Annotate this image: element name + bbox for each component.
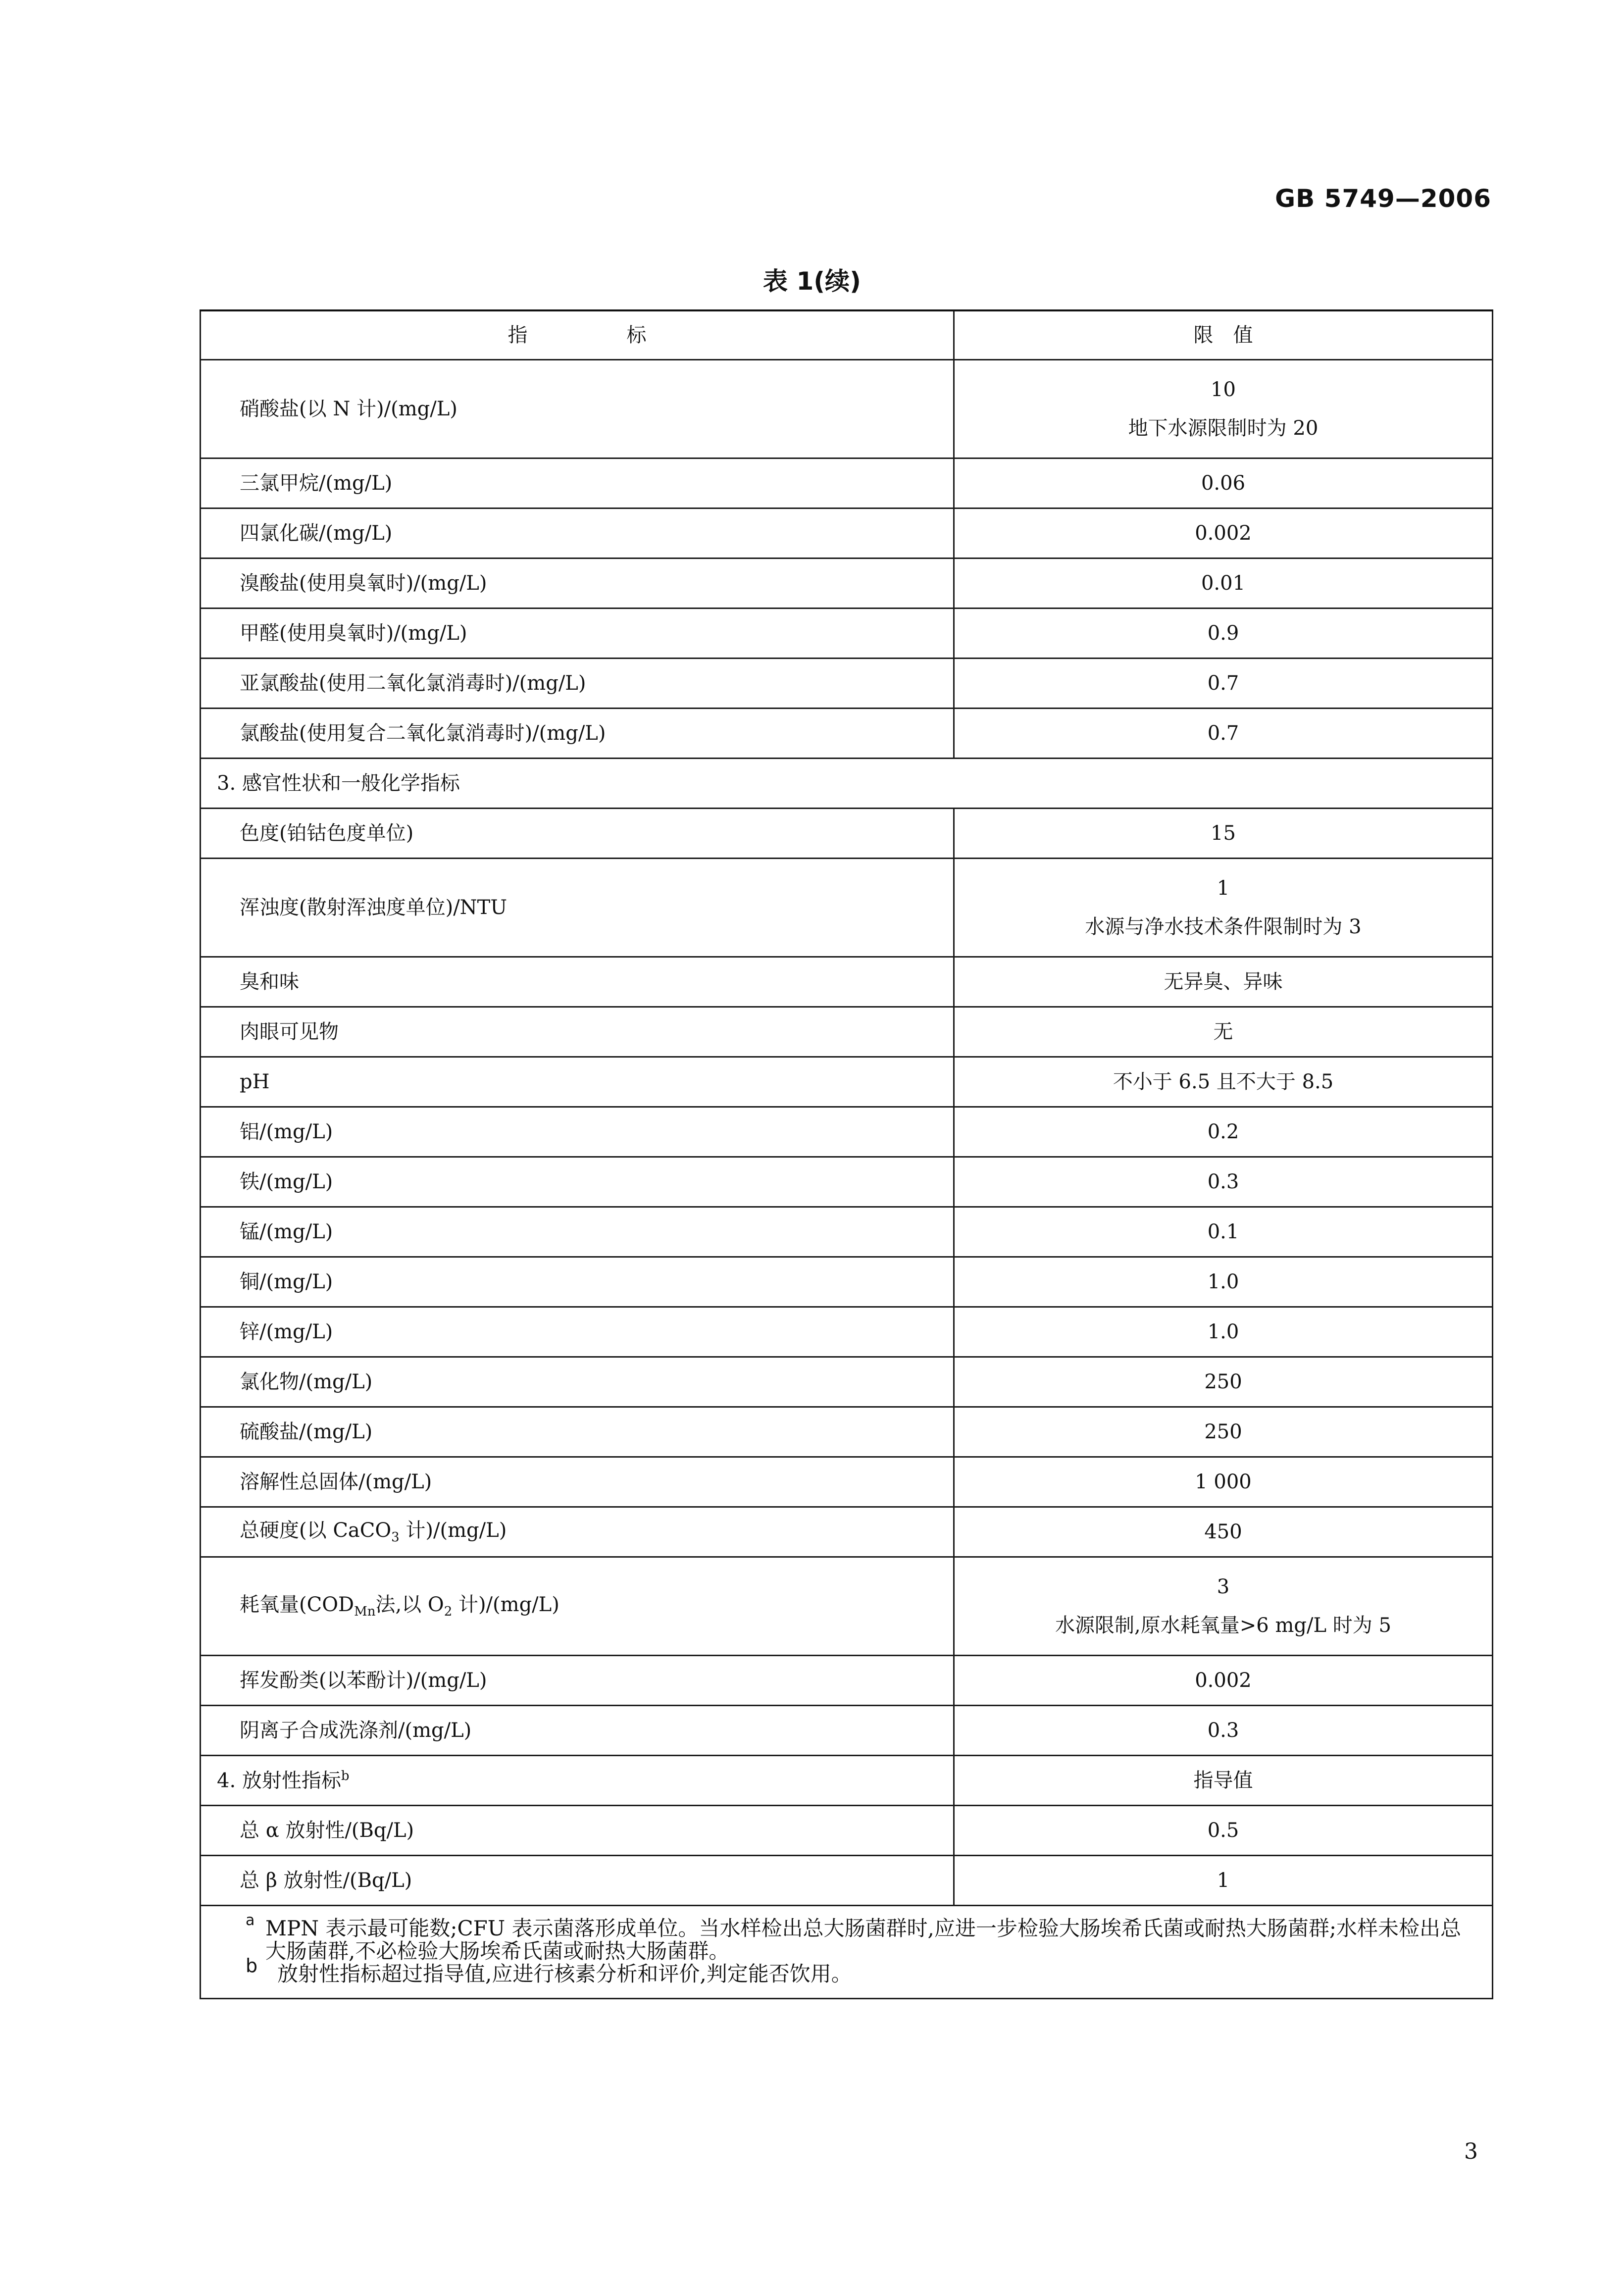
table-row <box>201 1806 1493 1856</box>
limit-value: 1.0 <box>954 1307 1493 1357</box>
limit-value: 0.002 <box>954 1656 1493 1706</box>
indicator-name: 总 β 放射性/(Bq/L) <box>201 1856 954 1906</box>
table-row <box>201 1157 1493 1207</box>
limit-value: 无异臭、异味 <box>954 957 1493 1007</box>
indicator-name: 挥发酚类(以苯酚计)/(mg/L) <box>201 1656 954 1706</box>
page-number: 3 <box>1464 2139 1478 2164</box>
limit-value: 0.3 <box>954 1157 1493 1207</box>
footnote-b: b 放射性指标超过指导值,应进行核素分析和评价,判定能否饮用。 <box>246 1955 852 1986</box>
standard-code: GB 5749—2006 <box>1275 184 1491 213</box>
limit-value: 1 <box>954 1856 1493 1906</box>
table-row <box>201 1656 1493 1706</box>
table-row <box>201 1207 1493 1257</box>
table-row <box>201 1507 1493 1557</box>
table-row <box>201 957 1493 1007</box>
indicator-name: 总 α 放射性/(Bq/L) <box>201 1806 954 1856</box>
table-row <box>201 1057 1493 1107</box>
limit-value: 0.5 <box>954 1806 1493 1856</box>
limit-value: 不小于 6.5 且不大于 8.5 <box>954 1057 1493 1107</box>
table-row <box>201 458 1493 508</box>
notes-row <box>201 1906 1493 1999</box>
limit-value: 250 <box>954 1407 1493 1457</box>
table-row <box>201 1257 1493 1307</box>
limit-value: 0.06 <box>954 458 1493 508</box>
section-row <box>201 759 1493 809</box>
table-row <box>201 1107 1493 1157</box>
limit-value: 1 000 <box>954 1457 1493 1507</box>
limit-value: 0.9 <box>954 609 1493 659</box>
table-row <box>201 809 1493 859</box>
table-row <box>201 558 1493 609</box>
indicator-name: 锌/(mg/L) <box>201 1307 954 1357</box>
table-row <box>201 859 1493 957</box>
limit-value: 0.1 <box>954 1207 1493 1257</box>
table-row <box>201 1407 1493 1457</box>
limit-value: 0.01 <box>954 558 1493 609</box>
indicator-name: 氯酸盐(使用复合二氧化氯消毒时)/(mg/L) <box>201 709 954 759</box>
footnote-a: a MPN 表示最可能数;CFU 表示菌落形成单位。当水样检出总大肠菌群时,应进一步检验大肠埃希氏菌或耐热大肠菌群;水样未检出总大肠菌群,不必检验大肠埃希氏菌或耐热大肠菌群。 <box>246 1912 1462 1964</box>
limit-value: 3 水源限制,原水耗氧量>6 mg/L 时为 5 <box>954 1557 1493 1656</box>
limit-value: 0.002 <box>954 508 1493 558</box>
indicator-name: 锰/(mg/L) <box>201 1207 954 1257</box>
limit-value: 250 <box>954 1357 1493 1407</box>
limit-value: 1.0 <box>954 1257 1493 1307</box>
table-row <box>201 1557 1493 1656</box>
indicator-name: 甲醛(使用臭氧时)/(mg/L) <box>201 609 954 659</box>
limit-value: 0.7 <box>954 709 1493 759</box>
indicator-name: 铜/(mg/L) <box>201 1257 954 1307</box>
table-row <box>201 1706 1493 1756</box>
indicator-name: 溶解性总固体/(mg/L) <box>201 1457 954 1507</box>
limit-value: 450 <box>954 1507 1493 1557</box>
table-row <box>201 1856 1493 1906</box>
table-row <box>201 508 1493 558</box>
indicator-name: 臭和味 <box>201 957 954 1007</box>
table-title: 表 1(续) <box>763 267 861 296</box>
limit-value: 指导值 <box>954 1756 1493 1806</box>
indicator-name: pH <box>201 1057 954 1107</box>
limit-value: 0.7 <box>954 659 1493 709</box>
limit-value: 1 水源与净水技术条件限制时为 3 <box>954 859 1493 957</box>
water-quality-limits-table <box>200 309 1493 1999</box>
table-notes <box>201 1906 1493 1999</box>
limit-value: 15 <box>954 809 1493 859</box>
limit-value: 0.2 <box>954 1107 1493 1157</box>
column-header-limit: 限 值 <box>954 310 1493 360</box>
table-row <box>201 1307 1493 1357</box>
table-row <box>201 360 1493 458</box>
indicator-name: 四氯化碳/(mg/L) <box>201 508 954 558</box>
table-row <box>201 709 1493 759</box>
indicator-name: 总硬度(以 CaCO$_3$ 计)/(mg/L) <box>201 1507 954 1557</box>
section-heading: 3. 感官性状和一般化学指标 <box>201 759 1493 809</box>
section-heading: 4. 放射性指标$^b$ <box>201 1756 954 1806</box>
indicator-name: 阴离子合成洗涤剂/(mg/L) <box>201 1706 954 1756</box>
table-row <box>201 659 1493 709</box>
indicator-name: 耗氧量($COD_{Mn}$法,以 $O_2$ 计)/(mg/L) <box>201 1557 954 1656</box>
table-row <box>201 609 1493 659</box>
indicator-name: 硫酸盐/(mg/L) <box>201 1407 954 1457</box>
column-header-indicator: 指 标 <box>201 310 954 360</box>
indicator-name: 三氯甲烷/(mg/L) <box>201 458 954 508</box>
indicator-name: 色度(铂钴色度单位) <box>201 809 954 859</box>
indicator-name: 溴酸盐(使用臭氧时)/(mg/L) <box>201 558 954 609</box>
indicator-name: 氯化物/(mg/L) <box>201 1357 954 1407</box>
table-row <box>201 1007 1493 1057</box>
limit-value: 10 地下水源限制时为 20 <box>954 360 1493 458</box>
indicator-name: 亚氯酸盐(使用二氧化氯消毒时)/(mg/L) <box>201 659 954 709</box>
indicator-name: 铁/(mg/L) <box>201 1157 954 1207</box>
limit-value: 0.3 <box>954 1706 1493 1756</box>
indicator-name: 肉眼可见物 <box>201 1007 954 1057</box>
table-row <box>201 1357 1493 1407</box>
indicator-name: 硝酸盐(以 N 计)/(mg/L) <box>201 360 954 458</box>
indicator-name: 铝/(mg/L) <box>201 1107 954 1157</box>
indicator-name: 浑浊度(散射浑浊度单位)/NTU <box>201 859 954 957</box>
section-row <box>201 1756 1493 1806</box>
table-row <box>201 1457 1493 1507</box>
limit-value: 无 <box>954 1007 1493 1057</box>
table-header-row <box>201 310 1493 360</box>
